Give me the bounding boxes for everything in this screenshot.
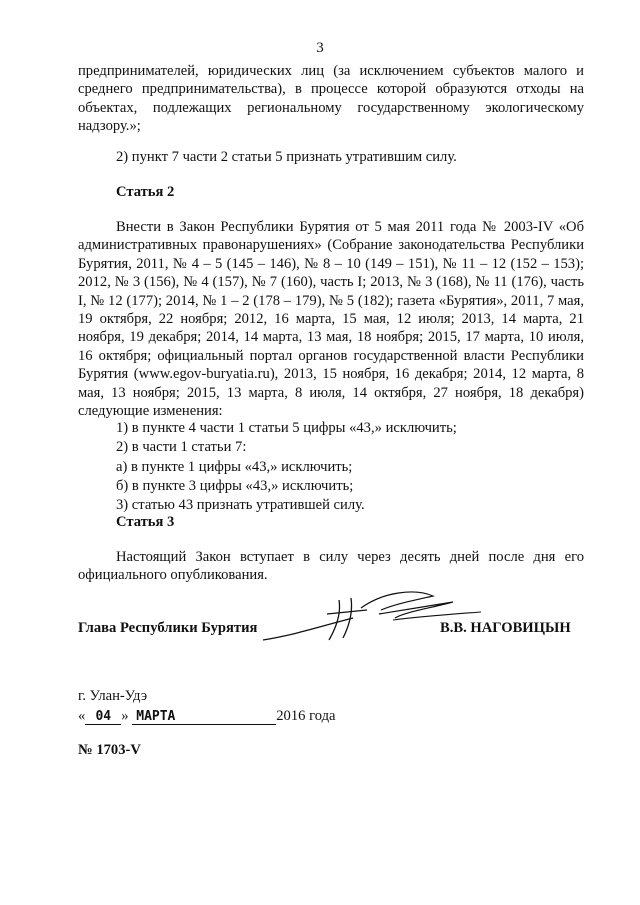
date-day: 04 [85,709,121,725]
date-year: 2016 года [276,708,336,724]
article-2-item-3: 3) статью 43 признать утратившей силу. [116,497,365,513]
place-of-signing: г. Улан-Удэ [78,688,148,704]
article-3-heading: Статья 3 [116,514,175,530]
date-month: МАРТА [132,709,276,725]
date-open-quote: « [78,708,86,724]
handwritten-signature [255,580,485,655]
article-2-item-2: 2) в части 1 статьи 7: [116,439,247,455]
signatory-title: Глава Республики Бурятия [78,620,258,636]
signing-date [78,708,336,725]
article-2-item-2a: а) в пункте 1 цифры «43,» исключить; [116,459,353,475]
article-2-body: Внести в Закон Республики Бурятия от 5 мая 2011 года № 2003-IV «Об административных правонарушениях» (Собрание законодательства Республики Бурятия, 2011, № 4 – 5 (145 – 146), № 8 – 10 (149 – 151), № 11 – 12 (152 – 153); 2012, № 3 (156), № 4 (157), № 7 (160), часть I; 2013, № 3 (168), № 11 (176), часть I, № 12 (177); 2014, № 1 – 2 (178 – 179), № 5 (182); газета «Бурятия», 2011, 7 мая, 19 октября, 22 ноября; 2012, 16 марта, 15 мая, 12 июля; 2013, 14 марта, 21 ноября, 19 декабря; 2014, 14 марта, 13 мая, 18 ноября; 2015, 17 марта, 10 июля, 16 октября; официальный портал органов государственной власти Республики Бурятия (www.egov-buryatia.ru), 2013, 15 ноября, 16 декабря; 2014, 12 марта, 8 мая, 13 ноября; 2015, 13 марта, 8 июля, 14 октября, 27 ноября, 18 декабря) следующие изменения: [78,219,584,420]
signatory-name: В.В. НАГОВИЦЫН [440,620,571,636]
date-close-quote: » [121,708,129,724]
article-2-item-2b: б) в пункте 3 цифры «43,» исключить; [116,478,354,494]
law-number: № 1703-V [78,742,141,758]
article-2-item-1: 1) в пункте 4 части 1 статьи 5 цифры «43,» исключить; [116,420,457,436]
item-2-paragraph: 2) пункт 7 части 2 статьи 5 признать утратившим силу. [116,149,457,165]
article-3-body: Настоящий Закон вступает в силу через десять дней после дня его официального опубликования. [78,549,584,584]
continuation-paragraph: предпринимателей, юридических лиц (за исключением субъектов малого и среднего предпринимательства), в процессе которой образуются отходы на объектах, подлежащих региональному государственному экологическому надзору.»; [78,63,584,135]
article-2-heading: Статья 2 [116,184,175,200]
page-number: 3 [316,40,324,56]
